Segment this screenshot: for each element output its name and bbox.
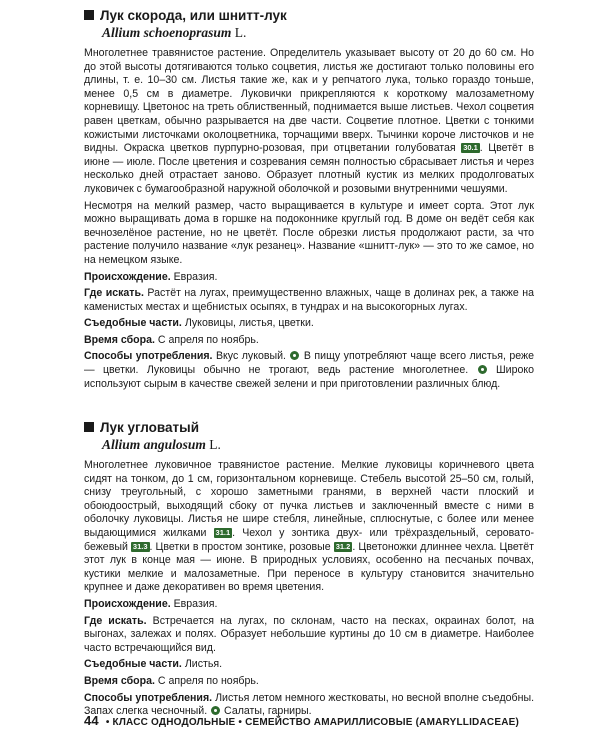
origin-line: Происхождение. Евразия.: [84, 270, 218, 283]
edible-line: Съедобные части. Листья.: [84, 658, 223, 671]
where-line: Где искать. Встречается на лугах, по склонам, часто на песках, окраинах болот, на выгонах, залежах и полях. Образует небольшие куртины до 10 см в диаметре. Наиболее часто встречающийся вид.: [84, 614, 534, 654]
latin-name: Allium angulosum L.: [102, 437, 221, 452]
usage-line: Способы употребления. Вкус луковый. В пищу употребляют чаще всего листья, реже — цветки. Луковицы обычно не трогают, ведь растение многолетнее. Широко используют сырым в качестве свежей зелени и при приготовлении различных блюд.: [84, 350, 535, 390]
square-bullet-icon: [84, 10, 94, 20]
page-number: 44: [84, 713, 99, 728]
description-paragraph: Многолетнее травянистое растение. Определитель указывает высоту от 20 до 60 см. Но до этой высоты дотягиваются только соцветия, листья же достигают только половины его длины, т. е. 10–30 см. Листья такие же, как и у репчатого лука, только гораздо тоньше, менее 0,5 см в диаметре. Луковички прикрепляются к короткому малозаметному корневищу. Цветонос на треть облиственный, поднимается выше листьев. Чехол соцветия равен цветкам, обычно разрывается на две части. Соцветие плотное. Цветки с тонкими кожистыми листочками околоцветника, торчащими вверх. Тычинки короче листочков и не видны. Окраска цветков пурпурно-розовая, при отцветании голубоватая 30.1 . Цветёт в июне — июле. После цветения и созревания семян полностью сбрасывает листья и через несколько дней отрастает заново. Образует плотный кустик из мелких продолговатых луковичек с бумагообразной наружной оболочкой и розовыми внутренними чешуями.: [84, 47, 534, 195]
harvest-time-line: Время сбора. С апреля по ноябрь.: [84, 333, 259, 346]
species-section-angulosum: [84, 420, 534, 719]
description-paragraph: Несмотря на мелкий размер, часто выращивается в культуре и имеет сорта. Этот лук можно выращивать дома в горшке на подоконнике круглый год. В доме он ведёт себя как вечнозелёное растение, но не цветёт. После обрезки листья продолжают расти, за что растение получило название «лук резанец». Название «шнитт-лук» — это то же самое, но на немецком языке.: [84, 199, 534, 266]
where-line: Где искать. Растёт на лугах, преимущественно влажных, чаще в долинах рек, а также на каменистых местах и щебнистых осыпях, в тундрах и на высокогорных лугах.: [84, 287, 535, 313]
photo-ref-badge: 31.2: [335, 541, 351, 551]
harvest-time-line: Время сбора. С апреля по ноябрь.: [84, 674, 259, 687]
photo-ref-badge: 31.3: [132, 541, 148, 551]
species-body: [84, 47, 534, 391]
species-title: Лук угловатый: [84, 420, 534, 436]
leaf-icon: [478, 365, 487, 374]
latin-name: Allium schoenoprasum L.: [102, 25, 247, 40]
page-footer: [84, 714, 554, 730]
leaf-icon: [290, 351, 299, 360]
species-title: Лук скорода, или шнитт-лук: [84, 8, 534, 24]
usage-line: Способы употребления. Листья летом немного жестковаты, но весной вполне съедобны. Запах слегка чесночный. Салаты, гарниры.: [84, 691, 535, 718]
photo-ref-badge: 31.1: [215, 527, 231, 537]
running-footer-text: • КЛАСС ОДНОДОЛЬНЫЕ • СЕМЕЙСТВО АМАРИЛЛИСОВЫЕ (AMARYLLIDACEAE): [105, 717, 520, 728]
edible-line: Съедобные части. Луковицы, листья, цветки.: [84, 317, 314, 330]
species-section-chives: [84, 8, 534, 391]
square-bullet-icon: [84, 422, 94, 432]
photo-ref-badge: 30.1: [463, 143, 478, 153]
species-body: [84, 459, 534, 719]
description-paragraph: Многолетнее луковичное травянистое растение. Мелкие луковицы коричневого цвета сидят на тонком, до 1 см, горизонтальном корневище. Стебель высотой 25–50 см, голый, снизу треугольный, с хорошо заметными гранями, в верхней части плоский и обоюдоострый, выходящий сбоку от пучка листьев и заключенный вместе с ними в оболочку луковицы. Листья не шире стебля, линейные, сплюснутые, с более или менее выдающимися жилками 31.1 . Чехол у зонтика двух- или трёхраздельный, серовато-бежевый 31.3 . Цветки в простом зонтике, розовые 31.2 . Цветоножки длиннее чехла. Цветёт этот лук в конце мая — июне. В природных условиях, особенно на песчаных почвах, кустики мелкие и малозаметные. При переносе в культуру становится значительно крупнее и даже декоративен во время цветения.: [84, 459, 534, 594]
origin-line: Происхождение. Евразия.: [84, 597, 218, 610]
